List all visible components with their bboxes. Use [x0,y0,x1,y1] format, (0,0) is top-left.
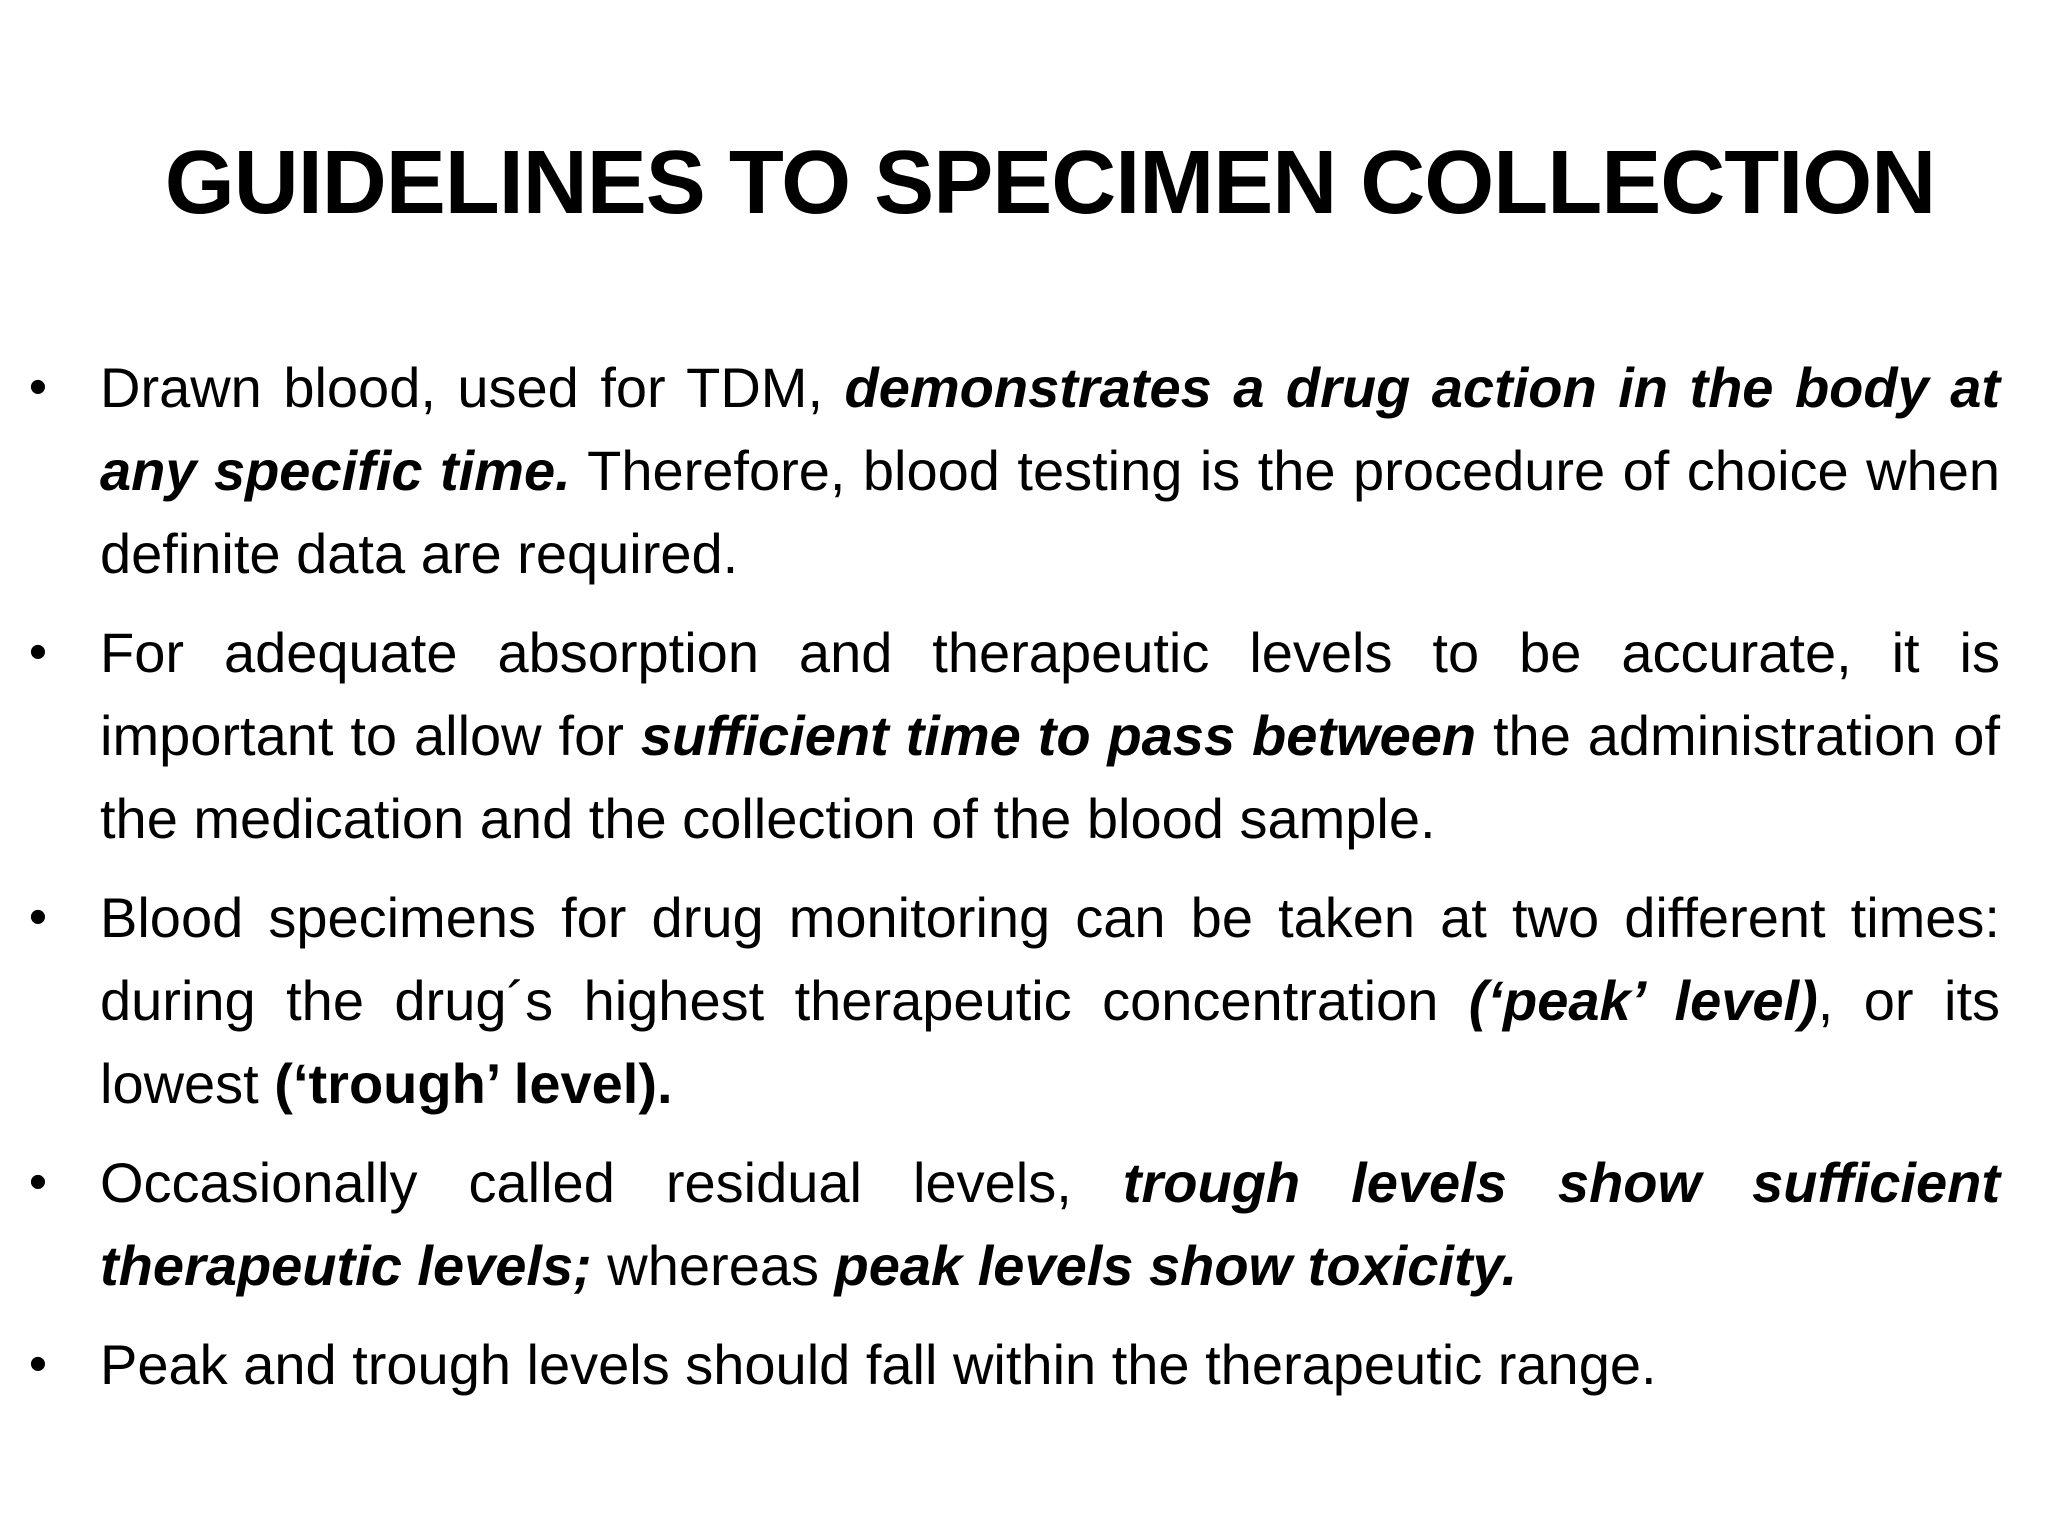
bullet-1-text-2: Therefore, blood testing is the procedure of choice when definite data are required. [100,439,2001,585]
bullet-2-emphasis-1: sufficient time to pass between [640,704,1477,767]
bullet-4-text-2: whereas [591,1234,835,1297]
bullet-item-1 [28,346,2001,595]
bullet-item-3 [28,876,2001,1125]
bullet-3-emphasis-1: (‘peak’ level) [1468,969,1818,1032]
bullet-dot-icon: • [28,623,48,681]
bullet-4-emphasis-1: trough levels show sufficient therapeutic levels; [100,1151,2000,1297]
bullet-item-2 [28,611,2000,860]
bullet-2-text-1: For adequate absorption and therapeutic levels to be accurate, it is important to allow for [100,621,2000,767]
bullet-3-emphasis-2: (‘trough’ level). [274,1052,673,1115]
bullet-3-text-2: , or its lowest [100,969,2001,1115]
bullet-item-4 [28,1141,2000,1307]
bullet-1-emphasis-1: demonstrates a drug action in the body at any specific time. [100,356,2000,502]
bullet-dot-icon: • [28,1335,48,1393]
bullet-4-emphasis-2: peak levels show toxicity. [834,1234,1518,1297]
bullet-dot-icon: • [28,358,48,416]
bullet-4-text-1: Occasionally called residual levels, [100,1151,1123,1214]
bullet-1-text-1: Drawn blood, used for TDM, [100,356,845,419]
bullet-5-text-1: Peak and trough levels should fall within the therapeutic range. [100,1333,1657,1396]
bullet-2-text-2: the administration of the medication and the collection of the blood sample. [100,704,2000,850]
bullet-dot-icon: • [28,888,48,946]
slide-title: GUIDELINES TO SPECIMEN COLLECTION [164,133,1936,233]
bullet-3-text-1: Blood specimens for drug monitoring can be taken at two different times: during the drug´s highest therapeutic concentration [100,886,2000,1032]
bullet-dot-icon: • [28,1153,48,1211]
bullet-item-5 [28,1323,2000,1406]
bullet-list [28,346,2001,1422]
